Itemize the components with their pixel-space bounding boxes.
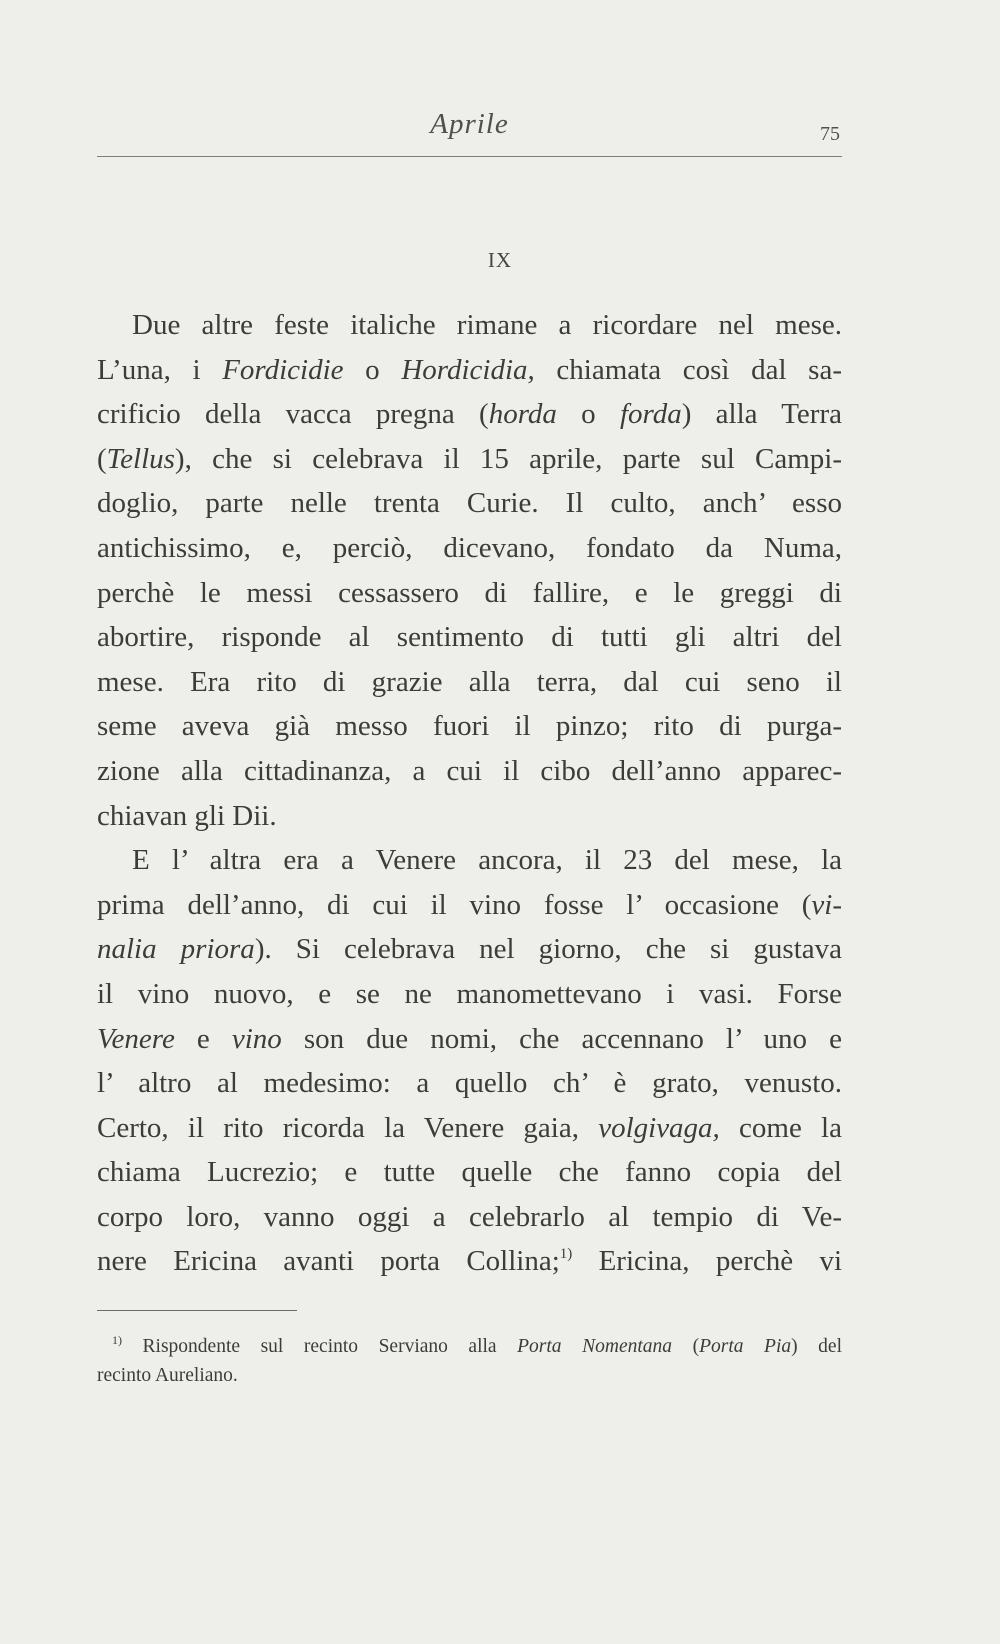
running-head xyxy=(97,96,842,156)
text-line: zione alla cittadinanza, a cui il cibo dell’anno apparec- xyxy=(97,754,842,787)
text-line: crificio della vacca pregna (horda o forda) alla Terra xyxy=(97,398,842,431)
header-rule xyxy=(97,156,842,157)
italic-term: nalia priora xyxy=(97,933,255,966)
text-line: L’una, i Fordicidie o Hordicidia, chiamata così dal sa- xyxy=(97,353,842,386)
text-line: mese. Era rito di grazie alla terra, dal cui seno il xyxy=(97,665,842,698)
section-number: IX xyxy=(487,248,513,272)
footnote-line: $^{1)}$ Rispondente sul recinto Serviano alla Porta Nomentana (Porta Pia) del xyxy=(112,1333,842,1357)
italic-term: Fordicidie xyxy=(222,353,344,386)
body-text xyxy=(97,303,842,1284)
text-line: Venere e vino son due nomi, che accennano l’ uno e xyxy=(97,1022,842,1055)
text-line: chiavan gli Dii. xyxy=(97,799,277,832)
text-line: antichissimo, e, perciò, dicevano, fondato da Numa, xyxy=(97,531,842,564)
italic-term: Porta Pia xyxy=(699,1336,792,1357)
running-title: Aprile xyxy=(430,108,509,140)
italic-term: vino xyxy=(231,1022,282,1055)
italic-term: volgivaga, xyxy=(598,1111,720,1144)
text-line: chiama Lucrezio; e tutte quelle che fanno copia del xyxy=(97,1156,842,1189)
italic-term: vi- xyxy=(811,888,842,921)
italic-term: horda xyxy=(488,398,557,431)
footnote-marker: 1) xyxy=(112,1333,122,1347)
text-line: (Tellus), che si celebrava il 15 aprile, parte sul Campi- xyxy=(97,442,842,475)
italic-term: Venere xyxy=(97,1022,175,1055)
text-line: E l’ altra era a Venere ancora, il 23 del mese, la xyxy=(132,844,842,877)
italic-term: Tellus xyxy=(106,442,175,475)
text-line: Due altre feste italiche rimane a ricordare nel mese. xyxy=(132,309,842,341)
text-line: perchè le messi cessassero di fallire, e le greggi di xyxy=(97,576,842,609)
text-line: nalia priora). Si celebrava nel giorno, che si gustava xyxy=(97,933,842,966)
footnote xyxy=(97,1332,842,1390)
text-line: abortire, risponde al sentimento di tutti gli altri del xyxy=(97,621,842,654)
text-line: nere Ericina avanti porta Collina;$^{1)}$ Ericina, perchè vi xyxy=(97,1245,843,1278)
text-line: l’ altro al medesimo: a quello ch’ è grato, venusto. xyxy=(97,1067,842,1100)
italic-term: Porta Nomentana xyxy=(517,1336,673,1357)
text-line: seme aveva già messo fuori il pinzo; rito di purga- xyxy=(97,710,842,743)
italic-term: forda xyxy=(619,398,682,431)
text-line: prima dell’anno, di cui il vino fosse l’ occasione (vi- xyxy=(97,888,842,921)
footnote-rule xyxy=(97,1310,297,1311)
page-number: 75 xyxy=(820,123,840,145)
text-line: doglio, parte nelle trenta Curie. Il culto, anch’ esso xyxy=(97,487,842,520)
text-line: il vino nuovo, e se ne manomettevano i vasi. Forse xyxy=(97,977,842,1010)
text-line: corpo loro, vanno oggi a celebrarlo al tempio di Ve- xyxy=(97,1200,842,1233)
footnote-reference: 1) xyxy=(559,1246,573,1263)
footnote-line: recinto Aureliano. xyxy=(97,1365,238,1386)
italic-term: Hordicidia, xyxy=(401,353,535,386)
text-line: Certo, il rito ricorda la Venere gaia, volgivaga, come la xyxy=(97,1111,842,1144)
